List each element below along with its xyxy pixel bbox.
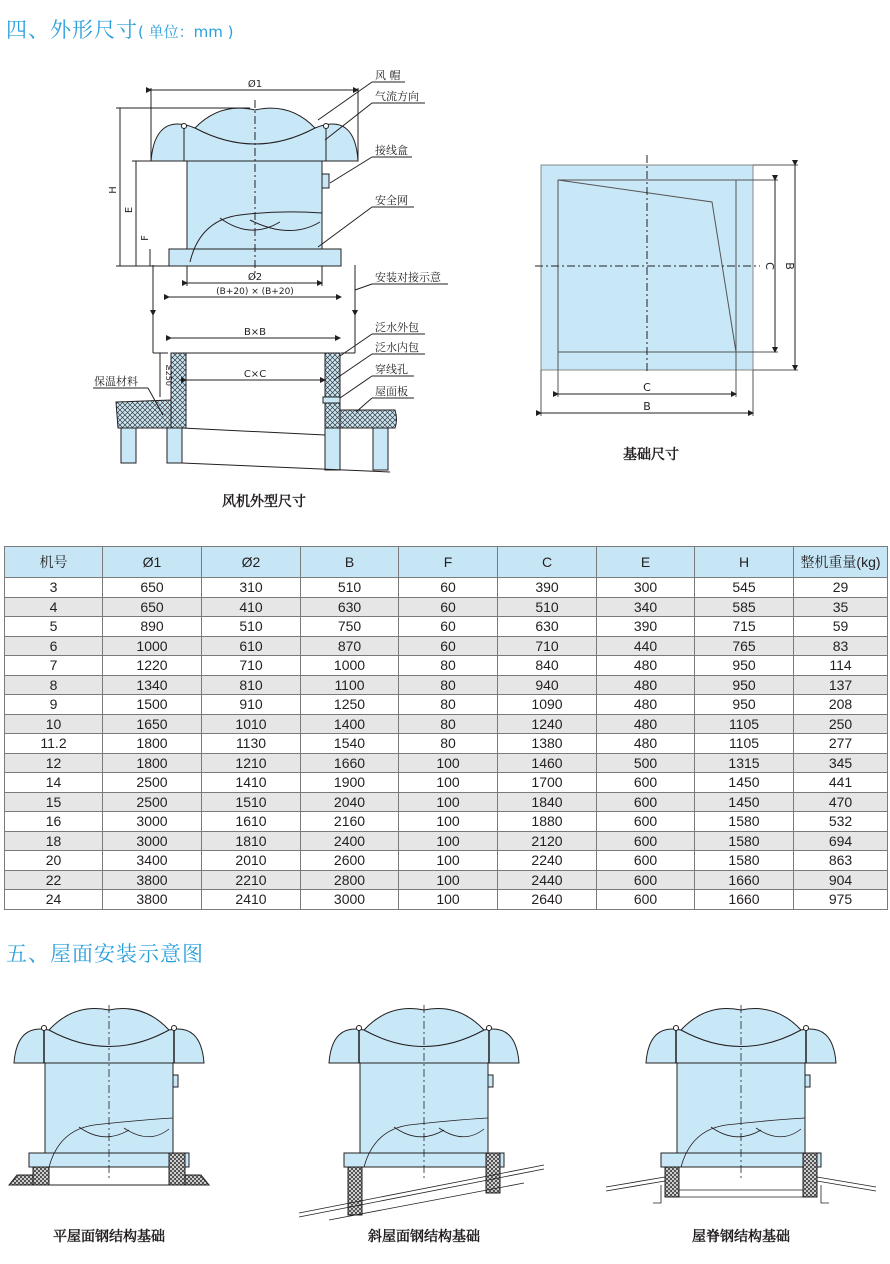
table-cell: 765 <box>695 636 794 656</box>
table-cell: 2120 <box>498 831 597 851</box>
diagram-flat-roof <box>9 1005 209 1185</box>
table-cell: 11.2 <box>5 734 103 754</box>
table-cell: 60 <box>399 636 498 656</box>
dim-flange: (B+20) × (B+20) <box>216 287 294 297</box>
table-cell: 1380 <box>498 734 597 754</box>
table-cell: 35 <box>794 597 888 617</box>
table-cell: 1650 <box>103 714 202 734</box>
table-cell: 60 <box>399 597 498 617</box>
table-cell: 1450 <box>695 773 794 793</box>
table-cell: 3800 <box>103 870 202 890</box>
table-cell: 1210 <box>202 753 301 773</box>
table-cell: 8 <box>5 675 103 695</box>
table-row <box>5 675 888 695</box>
table-cell: 1000 <box>301 656 399 676</box>
table-cell: 975 <box>794 890 888 910</box>
table-cell: 16 <box>5 812 103 832</box>
header-c: C <box>498 547 597 578</box>
foundation-dim-c: C <box>643 381 651 394</box>
table-cell: 1105 <box>695 734 794 754</box>
header-weight: 整机重量(kg) <box>794 547 888 578</box>
table-row <box>5 578 888 598</box>
table-cell: 710 <box>498 636 597 656</box>
dim-min-height: ≥250 <box>164 364 173 386</box>
table-cell: 6 <box>5 636 103 656</box>
table-row <box>5 597 888 617</box>
table-cell: 870 <box>301 636 399 656</box>
table-cell: 100 <box>399 851 498 871</box>
dim-cxc: C×C <box>243 369 267 380</box>
section-title-text: 四、外形尺寸 <box>6 18 138 42</box>
table-cell: 100 <box>399 753 498 773</box>
table-cell: 1105 <box>695 714 794 734</box>
header-d1: Ø1 <box>103 547 202 578</box>
table-cell: 1660 <box>695 890 794 910</box>
table-header-row <box>5 547 888 578</box>
table-cell: 12 <box>5 753 103 773</box>
table-cell: 480 <box>597 714 695 734</box>
table-cell: 250 <box>794 714 888 734</box>
table-cell: 950 <box>695 695 794 715</box>
fan-outline-caption: 风机外型尺寸 <box>222 494 306 510</box>
table-cell: 1580 <box>695 812 794 832</box>
table-cell: 1450 <box>695 792 794 812</box>
table-cell: 650 <box>103 578 202 598</box>
table-cell: 1840 <box>498 792 597 812</box>
dim-f: F <box>140 235 151 241</box>
callout-insulation: 保温材料 <box>94 375 138 388</box>
table-cell: 1240 <box>498 714 597 734</box>
table-cell: 2600 <box>301 851 399 871</box>
table-cell: 18 <box>5 831 103 851</box>
table-cell: 1880 <box>498 812 597 832</box>
table-cell: 1460 <box>498 753 597 773</box>
dim-d1: Ø1 <box>247 79 263 90</box>
table-cell: 480 <box>597 734 695 754</box>
table-cell: 24 <box>5 890 103 910</box>
table-cell: 1130 <box>202 734 301 754</box>
table-row <box>5 831 888 851</box>
installation-diagrams <box>0 990 890 1240</box>
table-cell: 810 <box>202 675 301 695</box>
table-cell: 390 <box>498 578 597 598</box>
table-cell: 100 <box>399 812 498 832</box>
table-cell: 10 <box>5 714 103 734</box>
table-cell: 7 <box>5 656 103 676</box>
table-cell: 100 <box>399 831 498 851</box>
table-cell: 2010 <box>202 851 301 871</box>
table-cell: 277 <box>794 734 888 754</box>
header-b: B <box>301 547 399 578</box>
diagram-sloped-roof <box>299 1005 544 1220</box>
table-cell: 1660 <box>695 870 794 890</box>
header-d2: Ø2 <box>202 547 301 578</box>
table-cell: 600 <box>597 831 695 851</box>
table-cell: 345 <box>794 753 888 773</box>
table-cell: 510 <box>202 617 301 637</box>
caption-ridge-roof: 屋脊钢结构基础 <box>692 1229 790 1245</box>
table-cell: 1220 <box>103 656 202 676</box>
table-cell: 1250 <box>301 695 399 715</box>
table-cell: 15 <box>5 792 103 812</box>
table-cell: 1010 <box>202 714 301 734</box>
table-row <box>5 753 888 773</box>
table-cell: 3000 <box>301 890 399 910</box>
table-cell: 4 <box>5 597 103 617</box>
table-row <box>5 734 888 754</box>
table-cell: 3 <box>5 578 103 598</box>
dim-d2: Ø2 <box>247 272 263 283</box>
callout-install: 安装对接示意 <box>375 271 441 284</box>
table-cell: 2410 <box>202 890 301 910</box>
table-cell: 2500 <box>103 792 202 812</box>
table-row <box>5 812 888 832</box>
callout-wind-cap: 风 帽 <box>375 69 401 82</box>
table-cell: 410 <box>202 597 301 617</box>
table-cell: 863 <box>794 851 888 871</box>
table-cell: 940 <box>498 675 597 695</box>
table-cell: 630 <box>301 597 399 617</box>
table-cell: 600 <box>597 812 695 832</box>
table-cell: 3800 <box>103 890 202 910</box>
table-row <box>5 695 888 715</box>
table-cell: 600 <box>597 773 695 793</box>
table-cell: 137 <box>794 675 888 695</box>
table-cell: 2400 <box>301 831 399 851</box>
table-cell: 100 <box>399 870 498 890</box>
table-cell: 1540 <box>301 734 399 754</box>
table-cell: 890 <box>103 617 202 637</box>
caption-sloped-roof: 斜屋面钢结构基础 <box>368 1229 480 1245</box>
table-cell: 60 <box>399 617 498 637</box>
table-cell: 5 <box>5 617 103 637</box>
table-cell: 340 <box>597 597 695 617</box>
table-cell: 910 <box>202 695 301 715</box>
table-cell: 1810 <box>202 831 301 851</box>
table-row <box>5 792 888 812</box>
table-cell: 545 <box>695 578 794 598</box>
table-cell: 2440 <box>498 870 597 890</box>
table-cell: 950 <box>695 656 794 676</box>
table-cell: 510 <box>301 578 399 598</box>
table-cell: 441 <box>794 773 888 793</box>
table-body <box>5 578 888 910</box>
table-cell: 1800 <box>103 734 202 754</box>
table-cell: 1340 <box>103 675 202 695</box>
table-row <box>5 773 888 793</box>
table-cell: 1400 <box>301 714 399 734</box>
caption-flat-roof: 平屋面钢结构基础 <box>53 1229 165 1245</box>
callout-wire-hole: 穿线孔 <box>375 363 408 376</box>
callout-flash-inner: 泛水内包 <box>375 341 419 354</box>
table-cell: 80 <box>399 675 498 695</box>
table-cell: 1800 <box>103 753 202 773</box>
callout-airflow: 气流方向 <box>375 90 419 103</box>
table-cell: 532 <box>794 812 888 832</box>
table-cell: 2800 <box>301 870 399 890</box>
table-row <box>5 617 888 637</box>
table-cell: 3000 <box>103 812 202 832</box>
table-row <box>5 890 888 910</box>
table-cell: 20 <box>5 851 103 871</box>
table-cell: 1900 <box>301 773 399 793</box>
table-row <box>5 851 888 871</box>
table-cell: 208 <box>794 695 888 715</box>
table-cell: 1580 <box>695 851 794 871</box>
table-cell: 904 <box>794 870 888 890</box>
table-cell: 694 <box>794 831 888 851</box>
table-cell: 300 <box>597 578 695 598</box>
table-cell: 470 <box>794 792 888 812</box>
header-model: 机号 <box>5 547 103 578</box>
table-cell: 630 <box>498 617 597 637</box>
table-row <box>5 636 888 656</box>
table-cell: 29 <box>794 578 888 598</box>
callout-roof-panel: 屋面板 <box>375 385 408 398</box>
table-cell: 3000 <box>103 831 202 851</box>
table-cell: 480 <box>597 695 695 715</box>
foundation-caption: 基础尺寸 <box>623 447 679 463</box>
table-cell: 500 <box>597 753 695 773</box>
diagram-ridge-roof <box>606 1005 876 1203</box>
table-cell: 600 <box>597 870 695 890</box>
table-cell: 585 <box>695 597 794 617</box>
table-cell: 390 <box>597 617 695 637</box>
table-cell: 2500 <box>103 773 202 793</box>
table-cell: 600 <box>597 890 695 910</box>
table-cell: 1090 <box>498 695 597 715</box>
table-cell: 80 <box>399 734 498 754</box>
table-cell: 60 <box>399 578 498 598</box>
header-e: E <box>597 547 695 578</box>
unit-label: ( 单位：mm ) <box>138 23 234 41</box>
callout-junction-box: 接线盒 <box>375 144 408 157</box>
table-cell: 1510 <box>202 792 301 812</box>
table-cell: 610 <box>202 636 301 656</box>
table-cell: 1610 <box>202 812 301 832</box>
table-cell: 2160 <box>301 812 399 832</box>
table-cell: 715 <box>695 617 794 637</box>
callout-safety-net: 安全网 <box>375 194 408 207</box>
callout-flash-outer: 泛水外包 <box>375 321 419 334</box>
foundation-drawing <box>535 155 798 416</box>
table-cell: 650 <box>103 597 202 617</box>
table-cell: 9 <box>5 695 103 715</box>
table-cell: 510 <box>498 597 597 617</box>
table-cell: 950 <box>695 675 794 695</box>
table-cell: 2210 <box>202 870 301 890</box>
table-cell: 1580 <box>695 831 794 851</box>
table-cell: 2640 <box>498 890 597 910</box>
table-cell: 1660 <box>301 753 399 773</box>
table-cell: 2040 <box>301 792 399 812</box>
table-cell: 22 <box>5 870 103 890</box>
section-title-installation: 五、屋面安装示意图 <box>6 942 204 966</box>
table-cell: 80 <box>399 714 498 734</box>
table-cell: 710 <box>202 656 301 676</box>
table-cell: 1315 <box>695 753 794 773</box>
dim-e: E <box>124 206 135 214</box>
table-cell: 83 <box>794 636 888 656</box>
table-cell: 1100 <box>301 675 399 695</box>
table-cell: 750 <box>301 617 399 637</box>
spec-table <box>4 546 888 910</box>
table-row <box>5 656 888 676</box>
table-cell: 480 <box>597 675 695 695</box>
table-cell: 80 <box>399 695 498 715</box>
dim-bxb: B×B <box>243 327 267 338</box>
dim-h: H <box>108 186 119 194</box>
fan-outline-drawing <box>0 0 890 520</box>
table-cell: 840 <box>498 656 597 676</box>
table-cell: 59 <box>794 617 888 637</box>
table-cell: 600 <box>597 792 695 812</box>
table-cell: 1700 <box>498 773 597 793</box>
table-cell: 1000 <box>103 636 202 656</box>
table-cell: 80 <box>399 656 498 676</box>
table-cell: 310 <box>202 578 301 598</box>
table-cell: 114 <box>794 656 888 676</box>
table-cell: 1500 <box>103 695 202 715</box>
header-h: H <box>695 547 794 578</box>
table-cell: 1410 <box>202 773 301 793</box>
table-cell: 440 <box>597 636 695 656</box>
foundation-dim-c-vert: C <box>763 262 776 270</box>
table-cell: 100 <box>399 792 498 812</box>
foundation-dim-b: B <box>643 400 651 413</box>
table-cell: 2240 <box>498 851 597 871</box>
table-cell: 3400 <box>103 851 202 871</box>
table-row <box>5 870 888 890</box>
table-cell: 100 <box>399 890 498 910</box>
foundation-dim-b-vert: B <box>783 262 796 270</box>
table-cell: 100 <box>399 773 498 793</box>
table-row <box>5 714 888 734</box>
table-cell: 480 <box>597 656 695 676</box>
table-cell: 600 <box>597 851 695 871</box>
header-f: F <box>399 547 498 578</box>
table-cell: 14 <box>5 773 103 793</box>
